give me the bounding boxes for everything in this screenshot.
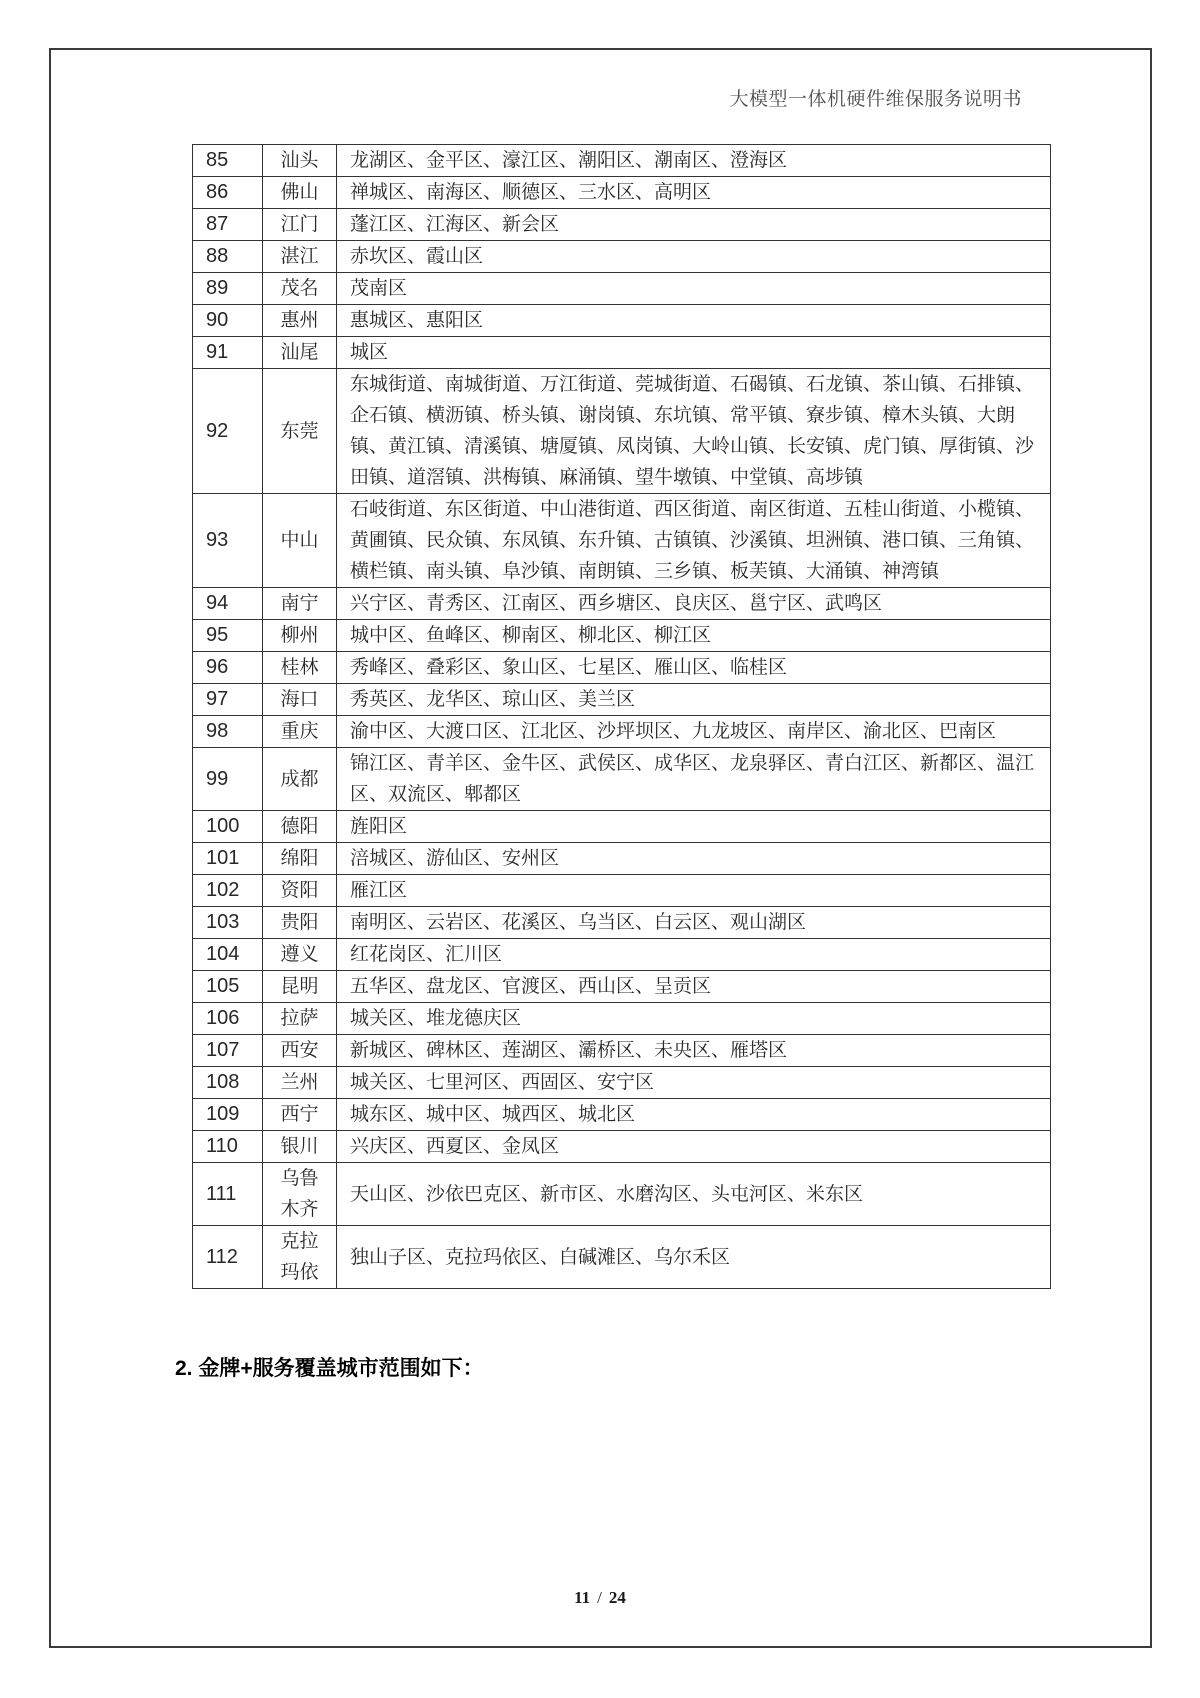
table-row [193, 971, 1051, 1003]
row-districts: 茂南区 [337, 273, 1051, 305]
table-row [193, 369, 1051, 494]
table-row [193, 1035, 1051, 1067]
row-city: 重庆 [263, 716, 337, 748]
row-districts: 秀峰区、叠彩区、象山区、七星区、雁山区、临桂区 [337, 652, 1051, 684]
row-number: 85 [193, 145, 263, 177]
document-header-title: 大模型一体机硬件维保服务说明书 [729, 89, 1022, 110]
table-row [193, 875, 1051, 907]
page-current: 11 [574, 1588, 591, 1607]
table-row [193, 1003, 1051, 1035]
row-city: 拉萨 [263, 1003, 337, 1035]
table-row [193, 716, 1051, 748]
table-row [193, 145, 1051, 177]
table-row [193, 1163, 1051, 1226]
table-row [193, 588, 1051, 620]
row-number: 99 [193, 748, 263, 811]
row-city: 中山 [263, 494, 337, 588]
row-city: 东莞 [263, 369, 337, 494]
table-row [193, 1131, 1051, 1163]
row-districts: 惠城区、惠阳区 [337, 305, 1051, 337]
row-districts: 涪城区、游仙区、安州区 [337, 843, 1051, 875]
row-city: 西宁 [263, 1099, 337, 1131]
row-city: 资阳 [263, 875, 337, 907]
row-city: 湛江 [263, 241, 337, 273]
row-city: 昆明 [263, 971, 337, 1003]
row-number: 104 [193, 939, 263, 971]
page-number [0, 1588, 1200, 1608]
table-row [193, 907, 1051, 939]
row-city: 南宁 [263, 588, 337, 620]
row-city: 西安 [263, 1035, 337, 1067]
page-total: 24 [608, 1588, 626, 1607]
row-city: 克拉玛依 [263, 1226, 337, 1289]
table-row [193, 177, 1051, 209]
row-number: 98 [193, 716, 263, 748]
row-districts: 城关区、堆龙德庆区 [337, 1003, 1051, 1035]
table-row [193, 1067, 1051, 1099]
row-city: 汕头 [263, 145, 337, 177]
row-number: 97 [193, 684, 263, 716]
row-number: 106 [193, 1003, 263, 1035]
row-districts: 南明区、云岩区、花溪区、乌当区、白云区、观山湖区 [337, 907, 1051, 939]
row-number: 109 [193, 1099, 263, 1131]
row-districts: 雁江区 [337, 875, 1051, 907]
row-number: 88 [193, 241, 263, 273]
row-city: 贵阳 [263, 907, 337, 939]
table-row [193, 273, 1051, 305]
row-city: 佛山 [263, 177, 337, 209]
city-coverage-table-body [193, 145, 1051, 1289]
row-city: 汕尾 [263, 337, 337, 369]
row-number: 102 [193, 875, 263, 907]
row-number: 111 [193, 1163, 263, 1226]
row-districts: 城中区、鱼峰区、柳南区、柳北区、柳江区 [337, 620, 1051, 652]
row-city: 茂名 [263, 273, 337, 305]
row-number: 108 [193, 1067, 263, 1099]
table-row [193, 494, 1051, 588]
row-number: 89 [193, 273, 263, 305]
row-districts: 城区 [337, 337, 1051, 369]
row-city: 德阳 [263, 811, 337, 843]
row-districts: 城关区、七里河区、西固区、安宁区 [337, 1067, 1051, 1099]
table-row [193, 652, 1051, 684]
row-city: 乌鲁木齐 [263, 1163, 337, 1226]
row-districts: 蓬江区、江海区、新会区 [337, 209, 1051, 241]
row-number: 86 [193, 177, 263, 209]
row-city: 江门 [263, 209, 337, 241]
row-city: 兰州 [263, 1067, 337, 1099]
row-city: 银川 [263, 1131, 337, 1163]
table-row [193, 1226, 1051, 1289]
table-row [193, 1099, 1051, 1131]
row-number: 100 [193, 811, 263, 843]
row-number: 90 [193, 305, 263, 337]
row-districts: 渝中区、大渡口区、江北区、沙坪坝区、九龙坡区、南岸区、渝北区、巴南区 [337, 716, 1051, 748]
row-districts: 秀英区、龙华区、琼山区、美兰区 [337, 684, 1051, 716]
row-number: 95 [193, 620, 263, 652]
row-number: 112 [193, 1226, 263, 1289]
table-row [193, 337, 1051, 369]
row-districts: 新城区、碑林区、莲湖区、灞桥区、未央区、雁塔区 [337, 1035, 1051, 1067]
row-number: 87 [193, 209, 263, 241]
row-districts: 锦江区、青羊区、金牛区、武侯区、成华区、龙泉驿区、青白江区、新都区、温江区、双流区、郫都区 [337, 748, 1051, 811]
row-districts: 石岐街道、东区街道、中山港街道、西区街道、南区街道、五桂山街道、小榄镇、黄圃镇、民众镇、东凤镇、东升镇、古镇镇、沙溪镇、坦洲镇、港口镇、三角镇、横栏镇、南头镇、阜沙镇、南朗镇、三乡镇、板芙镇、大涌镇、神湾镇 [337, 494, 1051, 588]
row-districts: 龙湖区、金平区、濠江区、潮阳区、潮南区、澄海区 [337, 145, 1051, 177]
row-number: 92 [193, 369, 263, 494]
row-districts: 天山区、沙依巴克区、新市区、水磨沟区、头屯河区、米东区 [337, 1163, 1051, 1226]
table-row [193, 241, 1051, 273]
table-row [193, 620, 1051, 652]
row-districts: 城东区、城中区、城西区、城北区 [337, 1099, 1051, 1131]
row-districts: 独山子区、克拉玛依区、白碱滩区、乌尔禾区 [337, 1226, 1051, 1289]
page-separator: / [597, 1588, 602, 1607]
row-city: 成都 [263, 748, 337, 811]
row-districts: 东城街道、南城街道、万江街道、莞城街道、石碣镇、石龙镇、茶山镇、石排镇、企石镇、横沥镇、桥头镇、谢岗镇、东坑镇、常平镇、寮步镇、樟木头镇、大朗镇、黄江镇、清溪镇、塘厦镇、凤岗镇、大岭山镇、长安镇、虎门镇、厚街镇、沙田镇、道滘镇、洪梅镇、麻涌镇、望牛墩镇、中堂镇、高埗镇 [337, 369, 1051, 494]
row-city: 绵阳 [263, 843, 337, 875]
row-number: 103 [193, 907, 263, 939]
row-city: 惠州 [263, 305, 337, 337]
city-coverage-table [192, 144, 1051, 1289]
row-districts: 兴庆区、西夏区、金凤区 [337, 1131, 1051, 1163]
row-districts: 旌阳区 [337, 811, 1051, 843]
table-row [193, 939, 1051, 971]
row-districts: 红花岗区、汇川区 [337, 939, 1051, 971]
table-row [193, 811, 1051, 843]
row-number: 107 [193, 1035, 263, 1067]
row-city: 海口 [263, 684, 337, 716]
row-number: 110 [193, 1131, 263, 1163]
row-districts: 赤坎区、霞山区 [337, 241, 1051, 273]
table-row [193, 305, 1051, 337]
table-row [193, 748, 1051, 811]
row-number: 101 [193, 843, 263, 875]
table-row [193, 843, 1051, 875]
row-number: 91 [193, 337, 263, 369]
row-city: 柳州 [263, 620, 337, 652]
row-number: 93 [193, 494, 263, 588]
table-row [193, 209, 1051, 241]
section-heading: 2. 金牌+服务覆盖城市范围如下： [175, 1357, 484, 1380]
row-city: 遵义 [263, 939, 337, 971]
row-districts: 五华区、盘龙区、官渡区、西山区、呈贡区 [337, 971, 1051, 1003]
row-city: 桂林 [263, 652, 337, 684]
table-row [193, 684, 1051, 716]
row-number: 105 [193, 971, 263, 1003]
row-districts: 禅城区、南海区、顺德区、三水区、高明区 [337, 177, 1051, 209]
row-districts: 兴宁区、青秀区、江南区、西乡塘区、良庆区、邕宁区、武鸣区 [337, 588, 1051, 620]
row-number: 94 [193, 588, 263, 620]
row-number: 96 [193, 652, 263, 684]
